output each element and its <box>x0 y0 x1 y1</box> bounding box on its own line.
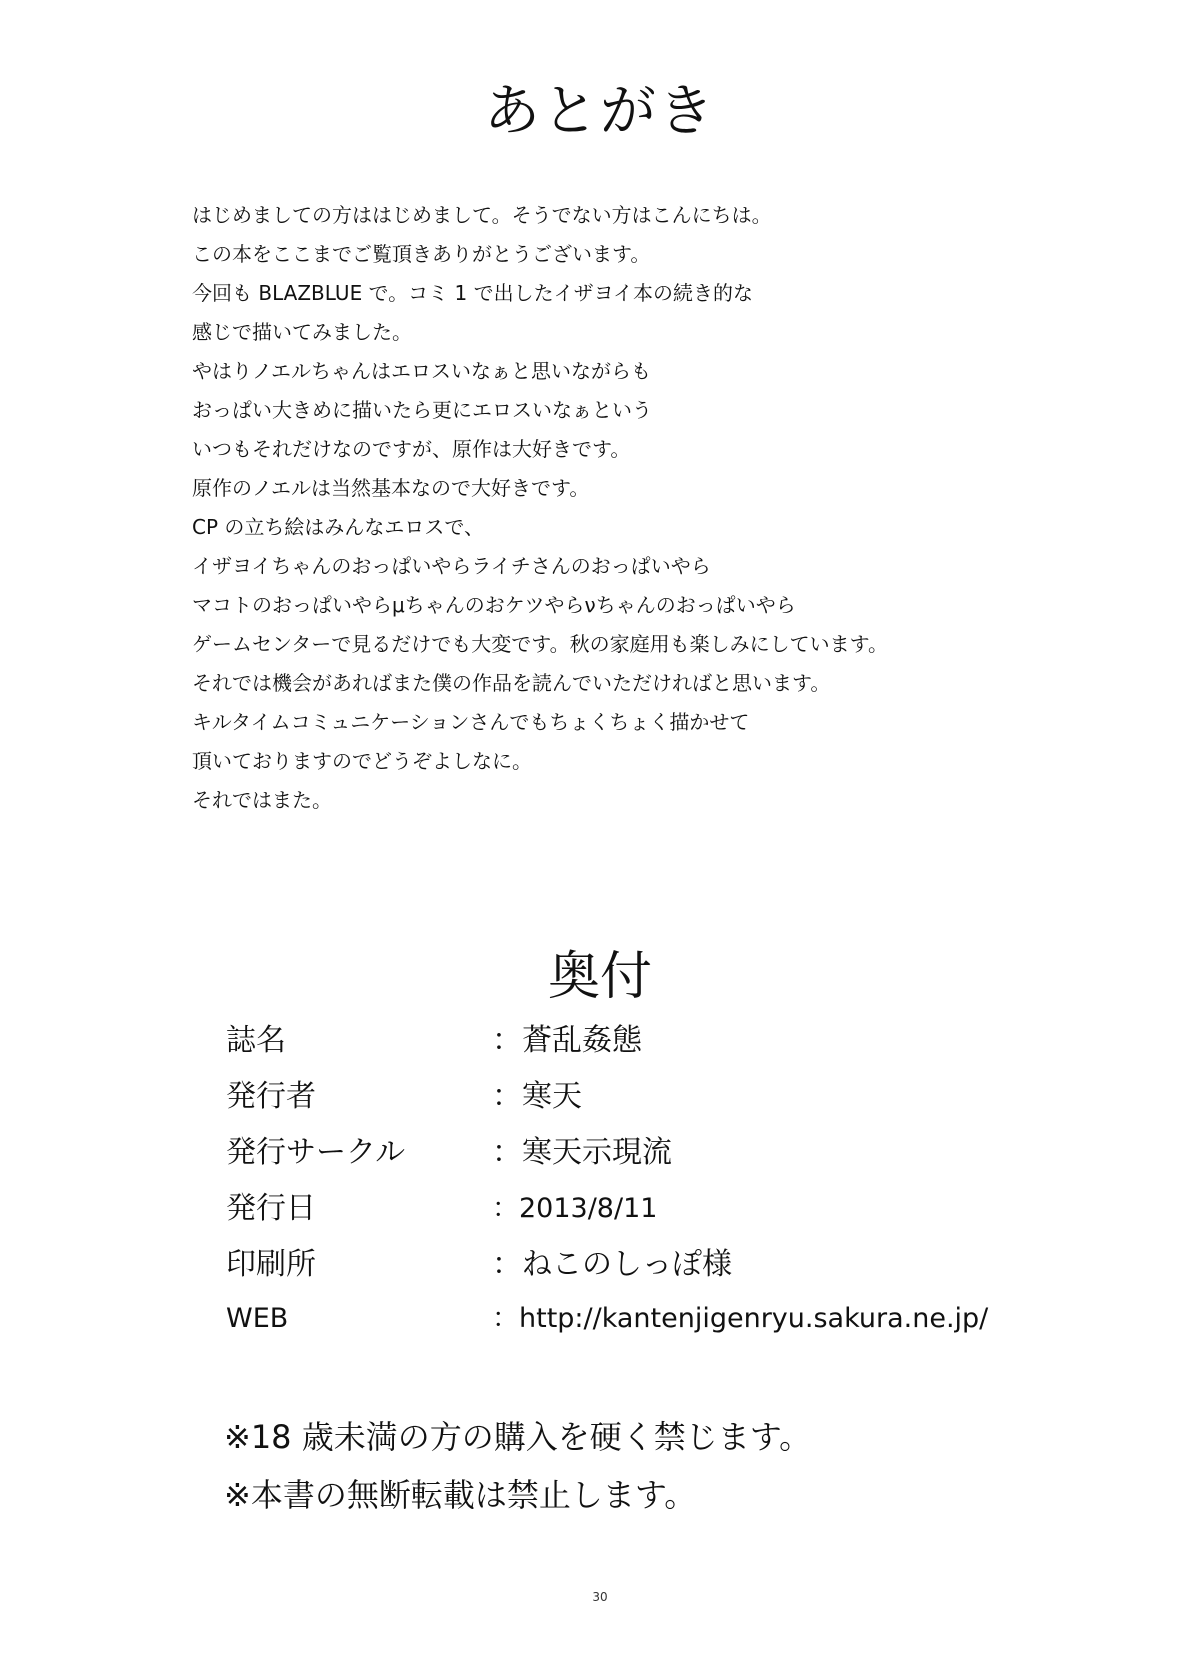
afterword-text <box>192 196 1072 820</box>
afterword-line: いつもそれだけなのですが、原作は大好きです。 <box>192 437 631 461</box>
colophon-table <box>226 1013 1006 1345</box>
colophon-row-web <box>226 1293 1006 1345</box>
afterword-line: マコトのおっぱいやらμちゃんのおケツやらνちゃんのおっぱいやら <box>192 593 796 617</box>
colophon-row-date <box>226 1181 1006 1237</box>
colophon-label: WEB <box>226 1303 289 1334</box>
colophon-row-circle <box>226 1125 1006 1181</box>
afterword-title: あとがき <box>484 79 716 144</box>
afterword-line: キルタイムコミュニケーションさんでもちょくちょく描かせて <box>192 710 750 734</box>
afterword-line: それではまた。 <box>192 788 332 812</box>
afterword-line: おっぱい大きめに描いたら更にエロスいなぁという <box>192 398 652 422</box>
colophon-value-url: ：http://kantenjigenryu.sakura.ne.jp/ <box>492 1303 989 1334</box>
colophon-label: 発行者 <box>226 1079 316 1114</box>
afterword-line: はじめましての方ははじめまして。そうでない方はこんにちは。 <box>192 203 772 227</box>
notice-age-restriction: ※18 歳未満の方の購入を硬く禁じます。 <box>224 1418 812 1456</box>
afterword-line: 感じで描いてみました。 <box>192 320 412 344</box>
colophon-value: ：ねこのしっぽ様 <box>492 1247 732 1282</box>
colophon-row-publisher <box>226 1069 1006 1125</box>
afterword-line: 原作のノエルは当然基本なので大好きです。 <box>192 476 590 500</box>
colophon-label: 発行サークル <box>226 1135 406 1170</box>
colophon-value: ：蒼乱姦態 <box>492 1023 642 1058</box>
afterword-line: ゲームセンターで見るだけでも大変です。秋の家庭用も楽しみにしています。 <box>192 632 888 656</box>
afterword-line: やはりノエルちゃんはエロスいなぁと思いながらも <box>192 359 651 383</box>
colophon-label: 印刷所 <box>226 1247 316 1282</box>
afterword-line: 頂いておりますのでどうぞよしなに。 <box>192 749 532 773</box>
colophon-title: 奥付 <box>547 947 652 1007</box>
colophon-value: ：2013/8/11 <box>492 1193 658 1224</box>
colophon-label: 誌名 <box>226 1023 286 1058</box>
page-number: 30 <box>592 1590 608 1604</box>
colophon-value: ：寒天 <box>492 1079 582 1114</box>
afterword-line: イザヨイちゃんのおっぱいやらライチさんのおっぱいやら <box>192 554 711 578</box>
notice-no-reproduction: ※本書の無断転載は禁止します。 <box>224 1476 697 1514</box>
afterword-line: この本をここまでご覧頂きありがとうございます。 <box>192 242 651 266</box>
colophon-value: ：寒天示現流 <box>492 1135 672 1170</box>
colophon-row-printer <box>226 1237 1006 1293</box>
afterword-line: CP の立ち絵はみんなエロスで、 <box>192 515 484 539</box>
colophon-label: 発行日 <box>226 1191 316 1226</box>
afterword-line: 今回も BLAZBLUE で。コミ 1 で出したイザヨイ本の続き的な <box>192 281 754 305</box>
notices <box>224 1408 1024 1524</box>
colophon-row-title <box>226 1013 1006 1069</box>
afterword-line: それでは機会があればまた僕の作品を読んでいただければと思います。 <box>192 671 831 695</box>
